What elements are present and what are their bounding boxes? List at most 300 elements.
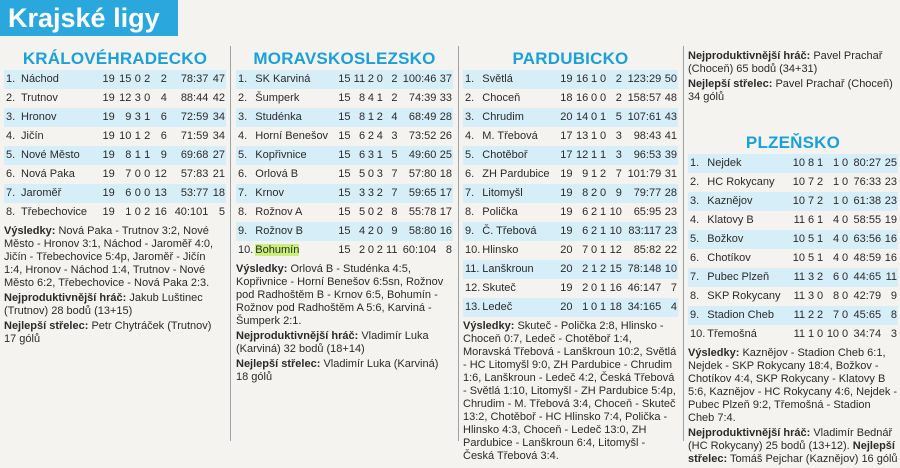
overtime-losses-cell: 1 [598, 279, 607, 298]
score-cell: 158:57 [623, 89, 662, 108]
table-row [236, 222, 453, 241]
wins-cell: 12 [116, 89, 133, 108]
table-row [4, 89, 226, 108]
region-pardubicko [463, 48, 678, 465]
team-name-cell: Orlová B [254, 165, 336, 184]
overtime-wins-cell: 2 [366, 70, 375, 89]
overtime-losses-cell: 0 [598, 127, 607, 146]
score-cell: 76:33 [849, 173, 882, 192]
table-row [463, 241, 678, 260]
points-cell: 8 [882, 306, 898, 325]
losses-cell: 7 [384, 184, 399, 203]
position-cell: 9. [236, 222, 254, 241]
position-cell: 7. [463, 184, 481, 203]
table-row [463, 184, 678, 203]
overtime-wins-cell: 2 [366, 127, 375, 146]
games-cell: 11 [790, 306, 806, 325]
points-cell: 39 [662, 146, 678, 165]
overtime-losses-cell: 0 [598, 184, 607, 203]
overtime-losses-cell: 2 [598, 260, 607, 279]
column-divider [230, 46, 231, 441]
overtime-wins-cell: 0 [366, 165, 375, 184]
overtime-losses-cell: 1 [824, 154, 840, 173]
overtime-losses-cell: 8 [824, 287, 840, 306]
wins-cell: 16 [573, 70, 589, 89]
position-cell: 2. [236, 89, 254, 108]
score-cell: 74:39 [398, 89, 437, 108]
games-cell: 11 [790, 268, 806, 287]
position-cell: 1. [4, 70, 20, 89]
games-cell: 20 [558, 298, 574, 317]
losses-cell: 3 [384, 127, 399, 146]
team-name-cell: Choceň [481, 89, 557, 108]
position-cell: 3. [463, 108, 481, 127]
wins-cell: 2 [573, 279, 589, 298]
wins-cell: 16 [573, 89, 589, 108]
overtime-losses-cell: 7 [824, 306, 840, 325]
position-cell: 1. [236, 70, 254, 89]
team-name-cell: Nová Paka [20, 165, 99, 184]
table-row [463, 203, 678, 222]
table-row [688, 287, 898, 306]
table-row [236, 127, 453, 146]
score-cell: 65:95 [623, 203, 662, 222]
standings-table [236, 70, 453, 260]
score-cell: 34:74 [849, 325, 882, 344]
team-name-cell: Chrudim [481, 108, 557, 127]
losses-cell: 6 [151, 108, 168, 127]
wins-cell: 5 [806, 249, 815, 268]
games-cell: 17 [558, 127, 574, 146]
points-cell: 16 [882, 249, 898, 268]
score-cell: 69:68 [168, 146, 210, 165]
games-cell: 15 [336, 241, 352, 260]
points-cell: 23 [662, 222, 678, 241]
losses-cell: 8 [384, 203, 399, 222]
table-row [688, 325, 898, 344]
productive-label: Nejproduktivnější hráč: [4, 292, 127, 304]
position-cell: 8. [463, 203, 481, 222]
team-name-cell: Bohumín [254, 241, 336, 260]
points-cell: 33 [437, 89, 453, 108]
team-name-cell: Nové Město [20, 146, 99, 165]
position-cell: 10. [688, 325, 706, 344]
losses-cell: 9 [151, 146, 168, 165]
table-row [236, 89, 453, 108]
region-title: PLZEŇSKO [745, 133, 841, 152]
losses-cell: 9 [384, 222, 399, 241]
standings-table [688, 154, 898, 344]
overtime-losses-cell: 4 [824, 230, 840, 249]
position-cell: 7. [236, 184, 254, 203]
games-cell: 15 [336, 203, 352, 222]
points-cell: 8 [437, 241, 453, 260]
losses-cell: 0 [840, 306, 849, 325]
position-cell: 7. [4, 184, 20, 203]
score-cell: 83:117 [623, 222, 662, 241]
overtime-losses-cell: 4 [375, 127, 384, 146]
losses-cell: 0 [840, 230, 849, 249]
wins-cell: 8 [573, 184, 589, 203]
pardubicko-stats [688, 50, 898, 106]
overtime-wins-cell: 0 [589, 241, 598, 260]
table-row [4, 165, 226, 184]
losses-cell: 0 [840, 325, 849, 344]
overtime-wins-cell: 1 [366, 108, 375, 127]
team-name-cell: Chotíkov [706, 249, 790, 268]
overtime-losses-cell: 0 [142, 89, 151, 108]
games-cell: 11 [790, 211, 806, 230]
losses-cell: 16 [151, 203, 168, 222]
team-name-cell: Krnov [254, 184, 336, 203]
score-cell: 78:148 [623, 260, 662, 279]
points-cell: 41 [662, 127, 678, 146]
overtime-wins-cell: 0 [815, 287, 824, 306]
standings-table [4, 70, 226, 222]
losses-cell: 2 [384, 89, 399, 108]
losses-cell: 15 [607, 260, 623, 279]
score-cell: 72:59 [168, 108, 210, 127]
region-notes [688, 50, 898, 104]
wins-cell: 3 [806, 268, 815, 287]
team-name-cell: Šumperk [254, 89, 336, 108]
score-cell: 61:38 [849, 192, 882, 211]
table-row [688, 268, 898, 287]
table-row [236, 108, 453, 127]
wins-cell: 6 [806, 211, 815, 230]
wins-cell: 7 [573, 241, 589, 260]
overtime-wins-cell: 1 [132, 146, 141, 165]
overtime-losses-cell: 0 [375, 222, 384, 241]
losses-cell: 7 [384, 165, 399, 184]
overtime-losses-cell: 6 [824, 268, 840, 287]
points-cell: 23 [882, 192, 898, 211]
score-cell: 68:49 [398, 108, 437, 127]
games-cell: 15 [336, 108, 352, 127]
table-row [236, 184, 453, 203]
games-cell: 15 [336, 222, 352, 241]
wins-cell: 6 [351, 127, 366, 146]
losses-cell: 11 [384, 241, 399, 260]
losses-cell: 4 [151, 89, 168, 108]
losses-cell: 10 [607, 222, 623, 241]
position-cell: 2. [688, 173, 706, 192]
table-row [236, 203, 453, 222]
wins-cell: 9 [573, 165, 589, 184]
wins-cell: 3 [351, 184, 366, 203]
position-cell: 9. [688, 306, 706, 325]
overtime-wins-cell: 2 [589, 184, 598, 203]
team-name-cell: Hlinsko [481, 241, 557, 260]
games-cell: 20 [558, 260, 574, 279]
games-cell: 15 [336, 127, 352, 146]
losses-cell: 2 [384, 70, 399, 89]
games-cell: 19 [558, 70, 574, 89]
score-cell: 45:65 [849, 306, 882, 325]
score-cell: 49:60 [398, 146, 437, 165]
team-name-cell: Kopřivnice [254, 146, 336, 165]
team-name-cell: Stadion Cheb [706, 306, 790, 325]
position-cell: 5. [688, 230, 706, 249]
wins-cell: 6 [116, 184, 133, 203]
wins-cell: 14 [573, 108, 589, 127]
score-cell: 85:82 [623, 241, 662, 260]
games-cell: 20 [558, 108, 574, 127]
table-row [463, 222, 678, 241]
team-name-cell: Ledeč [481, 298, 557, 317]
losses-cell: 0 [840, 192, 849, 211]
scorer-label: Nejlepší střelec: [236, 358, 321, 370]
points-cell: 22 [662, 241, 678, 260]
losses-cell: 10 [607, 203, 623, 222]
games-cell: 10 [790, 230, 806, 249]
score-cell: 59:65 [398, 184, 437, 203]
productive-text: Jakub Luštinec (Trutnov) 28 bodů (13+15) [4, 292, 203, 317]
points-cell: 27 [209, 146, 226, 165]
score-cell: 123:29 [623, 70, 662, 89]
wins-cell: 13 [573, 127, 589, 146]
productive-label: Nejproduktivnější hráč: [688, 427, 811, 439]
score-cell: 40:101 [168, 203, 210, 222]
team-name-cell: M. Třebová [481, 127, 557, 146]
score-cell: 63:56 [849, 230, 882, 249]
position-cell: 3. [4, 108, 20, 127]
results-text: Nová Paka - Trutnov 3:2, Nové Město - Hronov 3:1, Náchod - Jaroměř 4:0, Jičín - Třebechovice 5:4p, Jaroměř - Jičín 1:4, Hronov - Náchod 1:4, Trutnov - Nové Město 6:2, Třebechovice - Nová Paka 2:3. [4, 225, 214, 289]
overtime-losses-cell: 2 [142, 127, 151, 146]
team-name-cell: Klatovy B [706, 211, 790, 230]
results-text: Kaznějov - Stadion Cheb 6:1, Nejdek - SKP Rokycany 18:4, Božkov - Chotíkov 4:4, SKP Rokycany - Klatovy B 5:6, Kaznějov - HC Rokycany 4:6, Nejdek - Pubec Plzeň 9:2, Třemošná - Stadion Cheb 7:4. [688, 347, 898, 424]
points-cell: 42 [209, 89, 226, 108]
overtime-losses-cell: 1 [598, 146, 607, 165]
position-cell: 5. [463, 146, 481, 165]
team-name-cell: Světlá [481, 70, 557, 89]
position-cell: 8. [688, 287, 706, 306]
wins-cell: 9 [116, 108, 133, 127]
points-cell: 17 [437, 203, 453, 222]
overtime-wins-cell: 0 [132, 165, 141, 184]
results-text: Skuteč - Polička 2:8, Hlinsko - Choceň 0:7, Ledeč - Chotěboř 1:4, Moravská Třebová - Lanškroun 10:2, Světlá - HC Litomyšl 9:0, ZH Pardubice - Chrudim 1:6, Lanškroun - Ledeč 4:2, Česká Třebová - Světlá 1:10, Litomyšl - ZH Pardubice 5:4p, Chrudim - M. Třebová 3:4, Choceň - Skuteč 13:2, Chotěboř - HC Hlinsko 7:4, Polička - Hlinsko 4:3, Choceň - Ledeč 13:0, ZH Pardubice - Lanškroun 6:4, Litomyšl - Česká Třebová 3:4. [463, 320, 677, 462]
games-cell: 10 [790, 173, 806, 192]
team-name-cell: SK Karviná [254, 70, 336, 89]
games-cell: 19 [558, 279, 574, 298]
losses-cell: 0 [840, 287, 849, 306]
wins-cell: 7 [806, 173, 815, 192]
overtime-wins-cell: 0 [132, 70, 141, 89]
losses-cell: 5 [384, 146, 399, 165]
overtime-losses-cell: 1 [598, 241, 607, 260]
position-cell: 3. [688, 192, 706, 211]
games-cell: 15 [336, 184, 352, 203]
wins-cell: 5 [351, 165, 366, 184]
productive-label: Nejproduktivnější hráč: [236, 330, 359, 342]
overtime-losses-cell: 1 [142, 146, 151, 165]
team-name-cell: Náchod [20, 70, 99, 89]
position-cell: 6. [463, 165, 481, 184]
overtime-wins-cell: 1 [589, 70, 598, 89]
team-name-cell: Horní Benešov [254, 127, 336, 146]
games-cell: 10 [790, 192, 806, 211]
scorer-label: Nejlepší střelec: [688, 440, 895, 465]
table-row [688, 154, 898, 173]
losses-cell: 4 [384, 108, 399, 127]
position-cell: 7. [688, 268, 706, 287]
overtime-losses-cell: 1 [598, 108, 607, 127]
table-row [236, 165, 453, 184]
losses-cell: 3 [607, 146, 623, 165]
team-name-cell: Hronov [20, 108, 99, 127]
position-cell: 2. [4, 89, 20, 108]
table-row [4, 108, 226, 127]
table-row [688, 173, 898, 192]
wins-cell: 8 [351, 89, 366, 108]
position-cell: 13. [463, 298, 481, 317]
games-cell: 19 [99, 89, 116, 108]
points-cell: 26 [437, 127, 453, 146]
overtime-wins-cell: 2 [366, 222, 375, 241]
team-name-cell: Polička [481, 203, 557, 222]
team-name-cell: Jaroměř [20, 184, 99, 203]
overtime-wins-cell: 1 [815, 230, 824, 249]
games-cell: 19 [99, 70, 116, 89]
scorer-text: Pavel Prachař (Choceň) 34 gólů [688, 78, 893, 103]
losses-cell: 2 [607, 70, 623, 89]
table-row [463, 127, 678, 146]
table-row [4, 184, 226, 203]
score-cell: 57:83 [168, 165, 210, 184]
position-cell: 12. [463, 279, 481, 298]
losses-cell: 0 [840, 154, 849, 173]
overtime-wins-cell: 2 [589, 222, 598, 241]
wins-cell: 7 [116, 165, 133, 184]
region-notes [236, 263, 453, 384]
overtime-losses-cell: 1 [598, 203, 607, 222]
games-cell: 10 [790, 249, 806, 268]
team-name-cell: Nejdek [706, 154, 790, 173]
wins-cell: 6 [573, 222, 589, 241]
points-cell: 4 [662, 298, 678, 317]
losses-cell: 7 [607, 165, 623, 184]
team-name-cell: Rožnov B [254, 222, 336, 241]
team-name-cell: Chotěboř [481, 146, 557, 165]
score-cell: 80:27 [849, 154, 882, 173]
overtime-losses-cell: 0 [142, 165, 151, 184]
region-notes [688, 347, 898, 466]
overtime-wins-cell: 2 [589, 203, 598, 222]
team-name-cell: Studénka [254, 108, 336, 127]
wins-cell: 8 [351, 108, 366, 127]
table-row [463, 108, 678, 127]
overtime-losses-cell: 1 [824, 173, 840, 192]
position-cell: 8. [236, 203, 254, 222]
games-cell: 20 [558, 241, 574, 260]
score-cell: 46:147 [623, 279, 662, 298]
score-cell: 34:165 [623, 298, 662, 317]
games-cell: 15 [336, 89, 352, 108]
losses-cell: 0 [840, 211, 849, 230]
overtime-losses-cell: 2 [375, 241, 384, 260]
points-cell: 21 [209, 165, 226, 184]
score-cell: 78:37 [168, 70, 210, 89]
column-divider [458, 46, 459, 441]
results-label: Výsledky: [236, 263, 288, 275]
losses-cell: 2 [151, 70, 168, 89]
overtime-wins-cell: 0 [815, 325, 824, 344]
losses-cell: 13 [151, 184, 168, 203]
overtime-wins-cell: 2 [815, 173, 824, 192]
overtime-wins-cell: 1 [589, 165, 598, 184]
team-name-cell: Trutnov [20, 89, 99, 108]
overtime-wins-cell: 2 [815, 192, 824, 211]
points-cell: 18 [437, 165, 453, 184]
table-row [463, 70, 678, 89]
overtime-losses-cell: 1 [598, 298, 607, 317]
points-cell: 47 [209, 70, 226, 89]
overtime-losses-cell: 4 [824, 249, 840, 268]
region-title: MORAVSKOSLEZSKO [253, 49, 436, 68]
games-cell: 15 [336, 165, 352, 184]
points-cell: 25 [882, 154, 898, 173]
score-cell: 58:55 [849, 211, 882, 230]
overtime-wins-cell: 1 [589, 127, 598, 146]
losses-cell: 18 [607, 298, 623, 317]
scorer-text: Petr Chytráček (Trutnov) 17 gólů [4, 320, 212, 345]
team-name-cell: Kaznějov [706, 192, 790, 211]
productive-text: Vladimír Bednář (HC Rokycany) 25 bodů (13+12). [688, 427, 893, 452]
wins-cell: 2 [573, 260, 589, 279]
losses-cell: 12 [151, 165, 168, 184]
region-kralovehradecko [4, 48, 226, 348]
table-row [4, 203, 226, 222]
table-row [688, 306, 898, 325]
overtime-wins-cell: 0 [366, 241, 375, 260]
position-cell: 4. [463, 127, 481, 146]
losses-cell: 0 [840, 173, 849, 192]
team-name-cell: Rožnov A [254, 203, 336, 222]
region-title: KRÁLOVÉHRADECKO [22, 49, 208, 68]
region-notes [463, 320, 678, 463]
games-cell: 18 [558, 89, 574, 108]
scorer-text: Tomáš Pejchar (Kaznějov) 16 gólů [730, 453, 898, 465]
results-label: Výsledky: [4, 225, 56, 237]
results-label: Výsledky: [463, 320, 515, 332]
score-cell: 44:65 [849, 268, 882, 287]
overtime-losses-cell: 1 [375, 89, 384, 108]
page-title: Krajské ligy [0, 0, 178, 36]
points-cell: 5 [209, 203, 226, 222]
score-cell: 101:79 [623, 165, 662, 184]
position-cell: 9. [463, 222, 481, 241]
points-cell: 48 [662, 89, 678, 108]
games-cell: 10 [790, 154, 806, 173]
scorer-text: Vladimír Luka (Karviná) 18 gólů [236, 358, 439, 383]
position-cell: 6. [236, 165, 254, 184]
position-cell: 5. [4, 146, 20, 165]
productive-text: Pavel Prachař (Choceň) 65 bodů (34+31) [688, 50, 883, 75]
team-name-cell: ZH Pardubice [481, 165, 557, 184]
points-cell: 9 [882, 287, 898, 306]
wins-cell: 1 [573, 298, 589, 317]
overtime-wins-cell: 0 [132, 184, 141, 203]
games-cell: 19 [558, 184, 574, 203]
overtime-losses-cell: 2 [375, 108, 384, 127]
team-name-cell: Č. Třebová [481, 222, 557, 241]
team-name-cell: Třemošná [706, 325, 790, 344]
overtime-losses-cell: 2 [375, 184, 384, 203]
wins-cell: 15 [116, 70, 133, 89]
games-cell: 19 [99, 127, 116, 146]
team-name-cell: Lanškroun [481, 260, 557, 279]
wins-cell: 11 [351, 70, 366, 89]
